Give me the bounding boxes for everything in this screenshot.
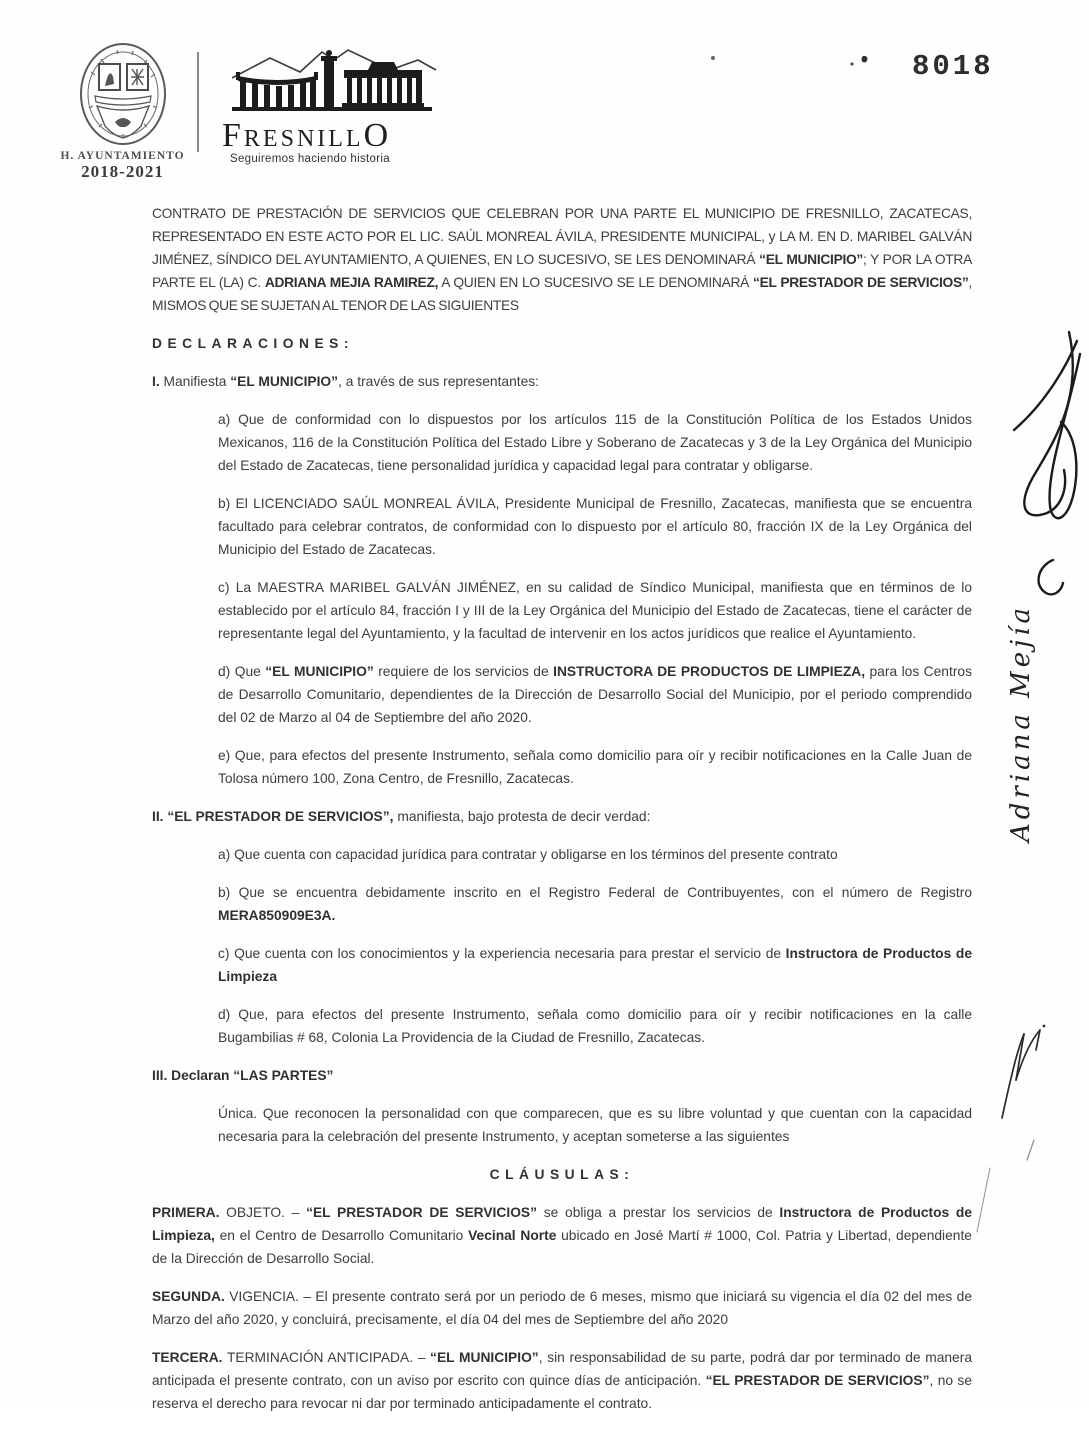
declaraciones-heading: DECLARACIONES: <box>152 336 354 351</box>
clause-primera: PRIMERA. OBJETO. – “EL PRESTADOR DE SERVICIOS” se obliga a prestar los servicios de Instructora de Productos de Limpieza, en el Centro de Desarrollo Comunitario Vecinal Norte ubicado en José Martí # 1000, Col. Patria y Libertad, dependiente de la Dirección de Desarrollo Social. <box>152 1205 973 1266</box>
seal-term-label: 2018-2021 <box>81 162 164 181</box>
logo-wordmark <box>222 119 462 156</box>
header-divider <box>197 52 199 152</box>
handwritten-name: Adriana Mejía <box>1006 603 1036 842</box>
folio-stamp-number: 8018 <box>912 50 994 83</box>
municipal-seal <box>60 42 185 182</box>
document-body <box>152 202 972 1430</box>
seal-org-label: H. AYUNTAMIENTO <box>60 150 185 162</box>
section-II-item-a: a) Que cuenta con capacidad jurídica para contratar y obligarse en los términos del presente contrato <box>218 847 838 862</box>
section-II-item-b: b) Que se encuentra debidamente inscrito en el Registro Federal de Contribuyentes, con el número de Registro MERA850909E3A. <box>218 885 972 923</box>
logo-last: O <box>363 117 392 154</box>
clause-segunda: SEGUNDA. VIGENCIA. – El presente contrato será por un periodo de 6 meses, mismo que iniciará su vigencia el día 02 del mes de Marzo del año 2020, y concluirá, precisamente, el día 04 del mes de Septiembre del año 2020 <box>152 1289 972 1327</box>
monument-icon <box>222 48 452 114</box>
clausulas-heading: CLÁUSULAS: <box>489 1167 635 1182</box>
signature-flourish-icon <box>1014 332 1080 594</box>
section-III-heading: III. Declaran “LAS PARTES” <box>152 1068 334 1083</box>
seal-emblem-icon <box>77 42 169 148</box>
section-II-item-d: d) Que, para efectos del presente Instrumento, señala como domicilio para oír y recibir notificaciones en la calle Bugambilias # 68, Colonia La Providencia de la Ciudad de Fresnillo, Zacatecas. <box>218 1007 972 1045</box>
fresnillo-logo <box>222 48 462 165</box>
logo-tagline: Seguiremos haciendo historia <box>230 153 390 165</box>
section-I-item-a: a) Que de conformidad con lo dispuestos por los artículos 115 de la Constitución Política de los Estados Unidos Mexicanos, 116 de la Constitución Política del Estado Libre y Soberano de Zacatecas y 3 de la Ley Orgánica del Municipio del Estado de Zacatecas, tiene personalidad jurídica y capacidad legal para contratar y obligarse. <box>218 412 972 473</box>
section-III-unica: Única. Que reconocen la personalidad con que comparecen, que es su libre voluntad y que cuentan con la capacidad necesaria para la celebración del presente Instrumento, y aceptan someterse a las siguientes <box>218 1106 972 1144</box>
section-II-heading: II. “EL PRESTADOR DE SERVICIOS”, manifiesta, bajo protesta de decir verdad: <box>152 809 651 824</box>
clause-tercera: TERCERA. TERMINACIÓN ANTICIPADA. – “EL MUNICIPIO”, sin responsabilidad de su parte, podrá dar por terminado de manera anticipada el presente contrato, con un aviso por escrito con quince días de anticipación. “EL PRESTADOR DE SERVICIOS”, no se reserva el derecho para revocar ni dar por terminado anticipadamente el contrato. <box>152 1350 973 1411</box>
section-I-item-d: d) Que “EL MUNICIPIO” requiere de los servicios de INSTRUCTORA DE PRODUCTOS DE LIMPIEZA, para los Centros de Desarrollo Comunitario, dependientes de la Dirección de Desarrollo Social del Municipio, por el periodo comprendido del 02 de Marzo al 04 de Septiembre del año 2020. <box>218 664 972 725</box>
section-I-item-c: c) La MAESTRA MARIBEL GALVÁN JIMÉNEZ, en su calidad de Síndico Municipal, manifiesta que en términos de lo establecido por el artículo 84, fracción I y III de la Ley Orgánica del Municipio del Estado de Zacatecas, tiene el carácter de representante legal del Ayuntamiento, y la facultad de intervenir en los actos jurídicos que realice el Ayuntamiento. <box>218 580 972 641</box>
intro-paragraph: CONTRATO DE PRESTACIÓN DE SERVICIOS QUE CELEBRAN POR UNA PARTE EL MUNICIPIO DE FRESNILLO, ZACATECAS, REPRESENTADO EN ESTE ACTO POR EL LIC. SAÚL MONREAL ÁVILA, PRESIDENTE MUNICIPAL, y LA M. EN D. MARIBEL GALVÁN JIMÉNEZ, SÍNDICO DEL AYUNTAMIENTO, A QUIENES, EN LO SUCESIVO, SE LES DENOMINARÁ “EL MUNICIPIO”; Y POR LA OTRA PARTE EL (LA) C. ADRIANA MEJIA RAMIREZ, A QUIEN EN LO SUCESIVO SE LE DENOMINARÁ “EL PRESTADOR DE SERVICIOS”, MISMOS QUE SE SUJETAN AL TENOR DE LAS SIGUIENTES <box>152 206 973 313</box>
section-II-item-c: c) Que cuenta con los conocimientos y la experiencia necesaria para prestar el servicio de Instructora de Productos de Limpieza <box>218 946 972 984</box>
section-I-heading: I. Manifiesta “EL MUNICIPIO”, a través de sus representantes: <box>152 374 540 389</box>
handwritten-check-mark-icon <box>1002 1025 1045 1118</box>
section-I-item-e: e) Que, para efectos del presente Instrumento, señala como domicilio para oír y recibir notificaciones en la Calle Juan de Tolosa número 100, Zona Centro, de Fresnillo, Zacatecas. <box>218 748 972 786</box>
logo-mid: RESNILL <box>243 126 364 152</box>
section-I-item-b: b) El LICENCIADO SAÚL MONREAL ÁVILA, Presidente Municipal de Fresnillo, Zacatecas, manifiesta que se encuentra facultado para celebrar contratos, de conformidad con lo dispuesto por el artículo 80, fracción IX de la Ley Orgánica del Municipio del Estado de Zacatecas. <box>218 496 972 557</box>
logo-initial: F <box>222 117 244 154</box>
